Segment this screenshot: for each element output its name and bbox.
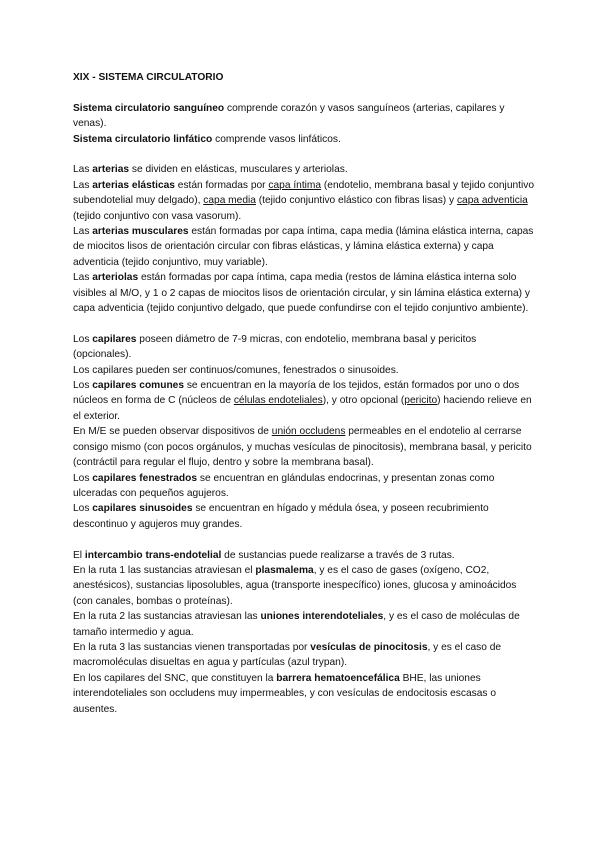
paragraph-capilares-comunes: Los capilares comunes se encuentran en la mayoría de los tejidos, están formados por uno o dos núcleos en forma de C (núcleos de células endoteliales), y otro opcional (pericito) haciendo relieve en el exterior.: [73, 380, 532, 422]
paragraph-capilares-sinusoides: Los capilares sinusoides se encuentran en hígado y médula ósea, y poseen recubrimiento descontinuo y agujeros muy grandes.: [73, 503, 489, 530]
section-title: XIX - SISTEMA CIRCULATORIO: [73, 72, 224, 83]
paragraph-capilares: Los capilares poseen diámetro de 7-9 micras, con endotelio, membrana basal y pericitos (opcionales).: [73, 333, 477, 361]
paragraph-ruta-1: En la ruta 1 las sustancias atraviesan el plasmalema, y es el caso de gases (oxígeno, CO2, anestésicos), sustancias liposolubles, agua (transporte inespecífico) iones, glucosa y aminoácidos (con canales, bombas o proteínas).: [73, 564, 517, 607]
paragraph-arterias-musculares: Las arterias musculares están formadas por capa íntima, capa media (lámina elástica interna, capas de miocitos lisos de orientación circular con fibras elásticas, y lámina elástica externa) y capa adventicia (tejido conjuntivo, muy variable).: [73, 226, 534, 268]
paragraph-gap: [73, 532, 535, 547]
paragraph-arterias: Las arterias se dividen en elásticas, musculares y arteriolas.: [73, 164, 348, 176]
document-page: [73, 70, 535, 717]
paragraph-arteriolas: Las arteriolas están formadas por capa íntima, capa media (restos de lámina elástica interna solo visibles al M/O, y 1 o 2 capas de miocitos lisos de orientación circular, y sin lámina elástica externa) y capa adventicia (tejido conjuntivo delgado, que puede confundirse con el tejido conjuntivo ambiente).: [73, 272, 530, 315]
paragraph-capilares-tipos: Los capilares pueden ser continuos/comunes, fenestrados o sinusoides.: [73, 364, 399, 376]
paragraph-intro-linfatico: Sistema circulatorio linfático comprende vasos linfáticos.: [73, 133, 341, 145]
paragraph-ruta-3: En la ruta 3 las sustancias vienen transportadas por vesículas de pinocitosis, y es el caso de macromoléculas disueltas en agua y partículas (azul trypan).: [73, 641, 502, 669]
paragraph-intercambio: El intercambio trans-endotelial de sustancias puede realizarse a través de 3 rutas.: [73, 549, 455, 561]
paragraph-ruta-2: En la ruta 2 las sustancias atraviesan las uniones interendoteliales, y es el caso de moléculas de tamaño intermedio y agua.: [73, 611, 520, 638]
paragraph-gap: [73, 147, 535, 162]
paragraph-intro-sanguineo: Sistema circulatorio sanguíneo comprende corazón y vasos sanguíneos (arterias, capilares y venas).: [73, 102, 505, 130]
paragraph-capilares-me: En M/E se pueden observar dispositivos de unión occludens permeables en el endotelio al cerrarse consigo mismo (con pocos orgánulos, y muchas vesículas de pinocitosis), membrana basal, y pericito (contráctil para regular el flujo, dentro y sobre la membrana basal).: [73, 426, 532, 469]
paragraph-arterias-elasticas: Las arterias elásticas están formadas por capa íntima (endotelio, membrana basal y tejido conjuntivo subendotelial muy delgado), capa media (tejido conjuntivo elástico con fibras lisas) y capa adventicia (tejido conjuntivo con vasa vasorum).: [73, 179, 535, 222]
paragraph-gap: [73, 316, 535, 331]
paragraph-snc: En los capilares del SNC, que constituyen la barrera hematoencefálica BHE, las uniones interendoteliales son occludens muy impermeables, y con vesículas de endocitosis escasas o ausentes.: [73, 672, 497, 715]
paragraph-capilares-fenestrados: Los capilares fenestrados se encuentran en glándulas endocrinas, y presentan zonas como ulceradas con pequeños agujeros.: [73, 472, 495, 499]
